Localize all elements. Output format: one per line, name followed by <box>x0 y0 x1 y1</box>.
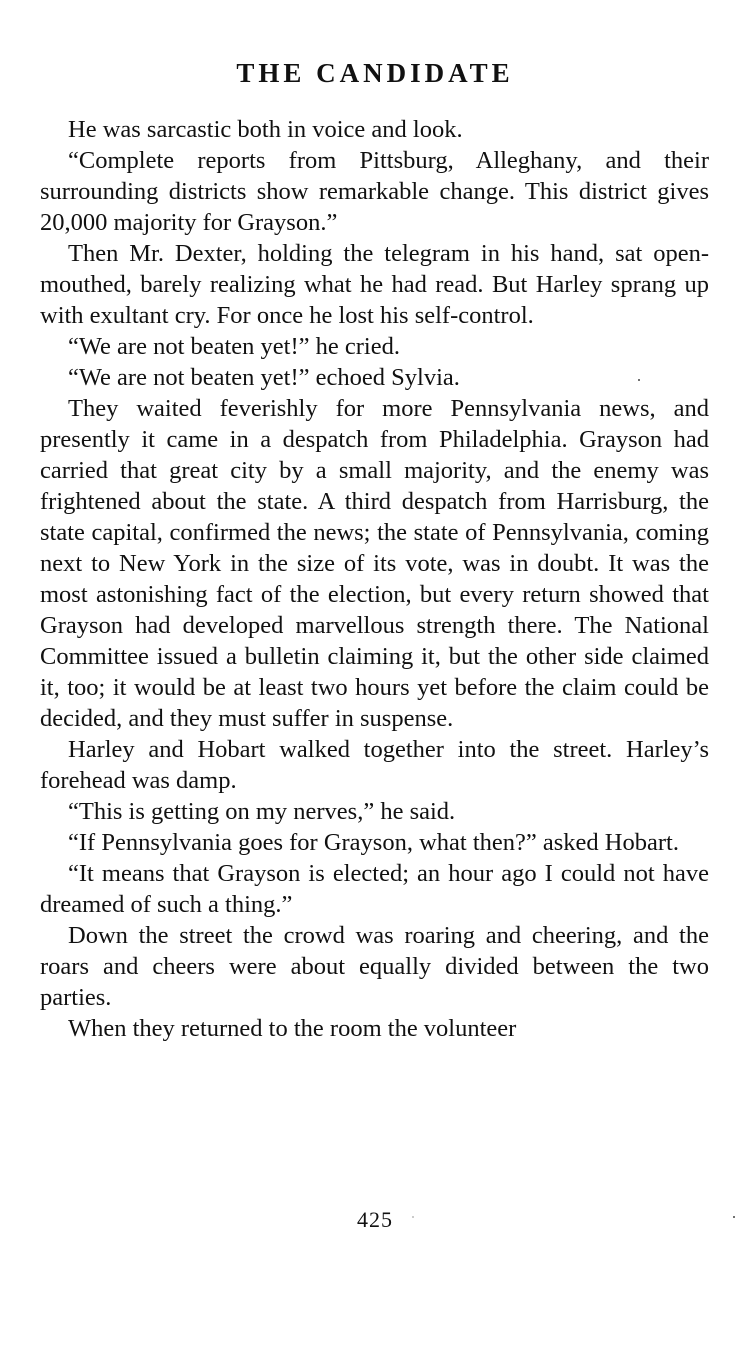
paragraph: Then Mr. Dexter, holding the telegram in his hand, sat open-mouthed, barely realizing what he had read. But Harley sprang up with exultant cry. For once he lost his self-control. <box>40 240 709 329</box>
paragraph: “We are not beaten yet!” he cried. <box>68 333 400 360</box>
scan-speck <box>638 379 640 381</box>
paragraph: Down the street the crowd was roaring and cheering, and the roars and cheers were about equally divided between the two parties. <box>40 922 709 1011</box>
paragraph: Harley and Hobart walked together into the street. Harley’s forehead was damp. <box>40 736 709 794</box>
scan-speck <box>733 1216 735 1218</box>
body-text <box>40 114 709 1044</box>
paragraph: “If Pennsylvania goes for Grayson, what then?” asked Hobart. <box>68 829 679 856</box>
paragraph: “This is getting on my nerves,” he said. <box>68 798 456 825</box>
paragraph: He was sarcastic both in voice and look. <box>68 116 463 143</box>
paragraph: “We are not beaten yet!” echoed Sylvia. <box>68 364 460 391</box>
paragraph: “Complete reports from Pittsburg, Alleghany, and their surrounding districts show remarkable change. This district gives 20,000 majority for Grayson.” <box>40 147 709 236</box>
page-number: 425 <box>357 1207 393 1232</box>
scan-speck <box>412 1216 414 1218</box>
paragraph: “It means that Grayson is elected; an hour ago I could not have dreamed of such a thing.” <box>40 860 709 918</box>
paragraph: They waited feverishly for more Pennsylvania news, and presently it came in a despatch from Philadelphia. Grayson had carried that great city by a small majority, and the enemy was frightened about the state. A third despatch from Harrisburg, the state capital, confirmed the news; the state of Pennsylvania, coming next to New York in the size of its vote, was in doubt. It was the most astonishing fact of the election, but every return showed that Grayson had developed marvellous strength there. The National Committee issued a bulletin claiming it, but the other side claimed it, too; it would be at least two hours yet before the claim could be decided, and they must suffer in suspense. <box>40 395 709 732</box>
paragraph: When they returned to the room the volunteer <box>68 1015 517 1042</box>
running-head: THE CANDIDATE <box>236 58 514 88</box>
